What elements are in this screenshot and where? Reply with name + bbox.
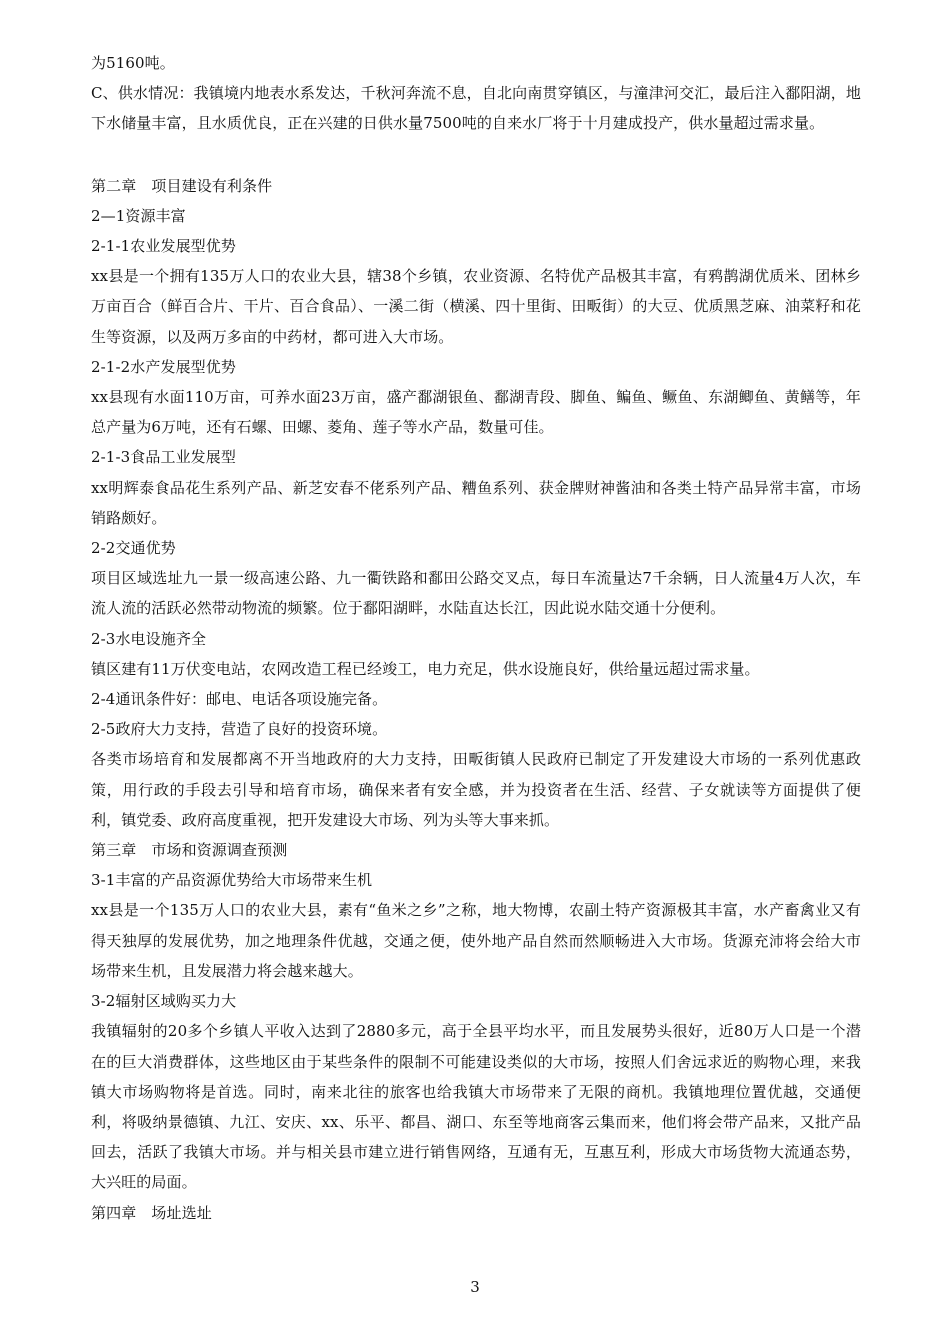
paragraph: xx明辉泰食品花生系列产品、新芝安春不佬系列产品、糟鱼系列、获金牌财神酱油和各类土特产品异常丰富，市场销路颇好。: [91, 478, 861, 527]
paragraph: 我镇辐射的20多个乡镇人平收入达到了2880多元，高于全县平均水平，而且发展势头很好，近80万人口是一个潜在的巨大消费群体，这些地区由于某些条件的限制不可能建设类似的大市场，按照人们舍远求近的购物心理，来我镇大市场购物将是首选。同时，南来北往的旅客也给我镇大市场带来了无限的商机。我镇地理位置优越，交通便利，将吸纳景德镇、九江、安庆、xx、乐平、都昌、湖口、东至等地商客云集而来，他们将会带产品来，又批产品回去，活跃了我镇大市场。并与相关县市建立进行销售网络，互通有无，互惠互利，形成大市场货物大流通态势，大兴旺的局面。: [91, 1022, 861, 1192]
subsection-heading: 2-1-3食品工业发展型: [91, 448, 236, 467]
paragraph: 镇区建有11万伏变电站，农网改造工程已经竣工，电力充足，供水设施良好，供给量远超过需求量。: [91, 659, 760, 678]
section-heading: 3-1丰富的产品资源优势给大市场带来生机: [91, 871, 373, 890]
paragraph: 项目区域选址九一景一级高速公路、九一衢铁路和鄱田公路交叉点，每日车流量达7千余辆，日人流量4万人次，车流人流的活跃必然带动物流的频繁。位于鄱阳湖畔，水陆直达长江，因此说水陆交通十分便利。: [91, 569, 861, 618]
paragraph: xx县现有水面110万亩，可养水面23万亩，盛产鄱湖银鱼、鄱湖青段、脚鱼、鳊鱼、鳜鱼、东湖鲫鱼、黄鳝等，年总产量为6万吨，还有石螺、田螺、菱角、莲子等水产品，数量可佳。: [91, 388, 861, 437]
section-heading: 2-5政府大力支持，营造了良好的投资环境。: [91, 720, 388, 739]
paragraph: xx县是一个拥有135万人口的农业大县，辖38个乡镇，农业资源、名特优产品极其丰富，有鸦鹊湖优质米、团林乡万亩百合（鲜百合片、干片、百合食品）、一溪二街（横溪、四十里街、田畈街）的大豆、优质黑芝麻、油菜籽和花生等资源，以及两万多亩的中药材，都可进入大市场。: [91, 267, 861, 346]
chapter-4-title: 第四章 场址选址: [91, 1203, 212, 1222]
section-heading: 2—1资源丰富: [91, 206, 186, 225]
paragraph: 为5160吨。: [91, 54, 175, 72]
page-number: 3: [470, 1278, 480, 1296]
section-heading: 2-2交通优势: [91, 539, 176, 558]
subsection-heading: 2-1-2水产发展型优势: [91, 357, 236, 376]
section-heading: 2-3水电设施齐全: [91, 629, 207, 648]
paragraph-water-supply: C、供水情况：我镇境内地表水系发达，千秋河奔流不息，自北向南贯穿镇区，与潼津河交汇，最后注入鄱阳湖，地下水储量丰富，且水质优良，正在兴建的日供水量7500吨的自来水厂将于十月建成投产，供水量超过需求量。: [91, 84, 861, 133]
paragraph-gap: [91, 139, 861, 171]
section-heading: 2-4通讯条件好：邮电、电话各项设施完备。: [91, 690, 388, 709]
paragraph: xx县是一个135万人口的农业大县，素有“鱼米之乡”之称，地大物博，农副土特产资源极其丰富，水产畜禽业又有得天独厚的发展优势，加之地理条件优越，交通之便，使外地产品自然而然顺畅进入大市场。货源充沛将会给大市场带来生机，且发展潜力将会越来越大。: [91, 901, 861, 980]
chapter-3-title: 第三章 市场和资源调查预测: [91, 841, 288, 860]
chapter-2-title: 第二章 项目建设有利条件: [91, 176, 273, 195]
page-content: [91, 48, 861, 1228]
paragraph: 各类市场培育和发展都离不开当地政府的大力支持，田畈街镇人民政府已制定了开发建设大市场的一系列优惠政策，用行政的手段去引导和培育市场，确保来者有安全感，并为投资者在生活、经营、子女就读等方面提供了便利，镇党委、政府高度重视，把开发建设大市场、列为头等大事来抓。: [91, 750, 861, 829]
subsection-heading: 2-1-1农业发展型优势: [91, 237, 236, 256]
section-heading: 3-2辐射区域购买力大: [91, 992, 237, 1011]
